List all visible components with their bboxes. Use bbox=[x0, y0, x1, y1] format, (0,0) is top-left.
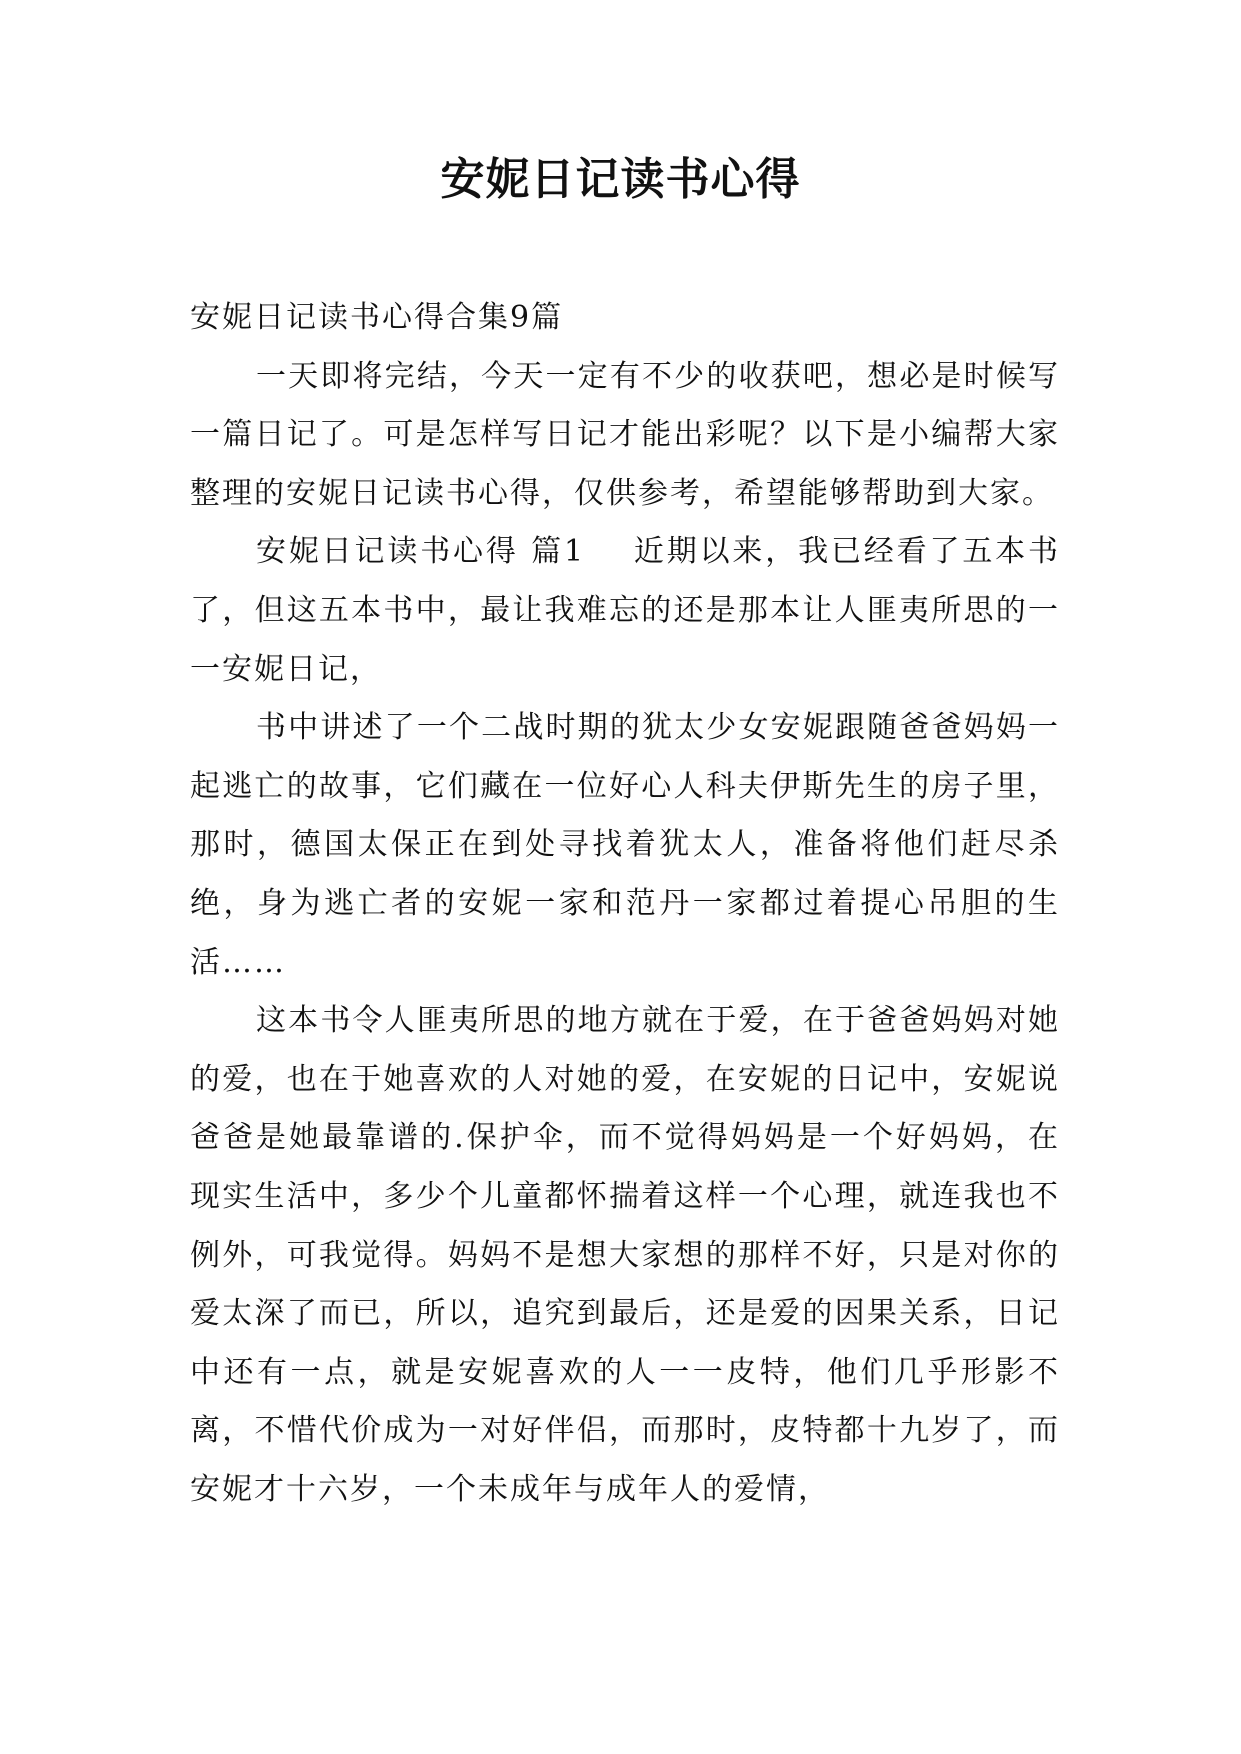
document-title: 安妮日记读书心得 bbox=[440, 154, 801, 205]
section-1-text: 近期以来，我已经看了五本书了，但这五本书中，最让我难忘的还是那本让人匪夷所思的一一安妮日记， bbox=[190, 534, 1060, 687]
love-paragraph: 这本书令人匪夷所思的地方就在于爱，在于爸爸妈妈对她的爱，也在于她喜欢的人对她的爱，在安妮的日记中，安妮说爸爸是她最靠谱的.保护伞，而不觉得妈妈是一个好妈妈，在现实生活中，多少个儿童都怀揣着这样一个心理，就连我也不例外，可我觉得。妈妈不是想大家想的那样不好，只是对你的爱太深了而已，所以，追究到最后，还是爱的因果关系，日记中还有一点，就是安妮喜欢的人一一皮特，他们几乎形影不离，不惜代价成为一对好伴侣，而那时，皮特都十九岁了，而安妮才十六岁，一个未成年与成年人的爱情， bbox=[190, 1003, 1060, 1507]
document-subtitle: 安妮日记读书心得合集9篇 bbox=[190, 300, 564, 335]
section-1-paragraph bbox=[190, 523, 1060, 699]
story-paragraph: 书中讲述了一个二战时期的犹太少女安妮跟随爸爸妈妈一起逃亡的故事，它们藏在一位好心人科夫伊斯先生的房子里，那时，德国太保正在到处寻找着犹太人，准备将他们赶尽杀绝，身为逃亡者的安妮一家和范丹一家都过着提心吊胆的生活…… bbox=[190, 710, 1060, 980]
section-1-heading: 安妮日记读书心得 篇1 bbox=[256, 534, 586, 570]
document-body bbox=[190, 289, 1060, 1519]
intro-paragraph: 一天即将完结，今天一定有不少的收获吧，想必是时候写一篇日记了。可是怎样写日记才能出彩呢？以下是小编帮大家整理的安妮日记读书心得，仅供参考，希望能够帮助到大家。 bbox=[190, 358, 1060, 511]
